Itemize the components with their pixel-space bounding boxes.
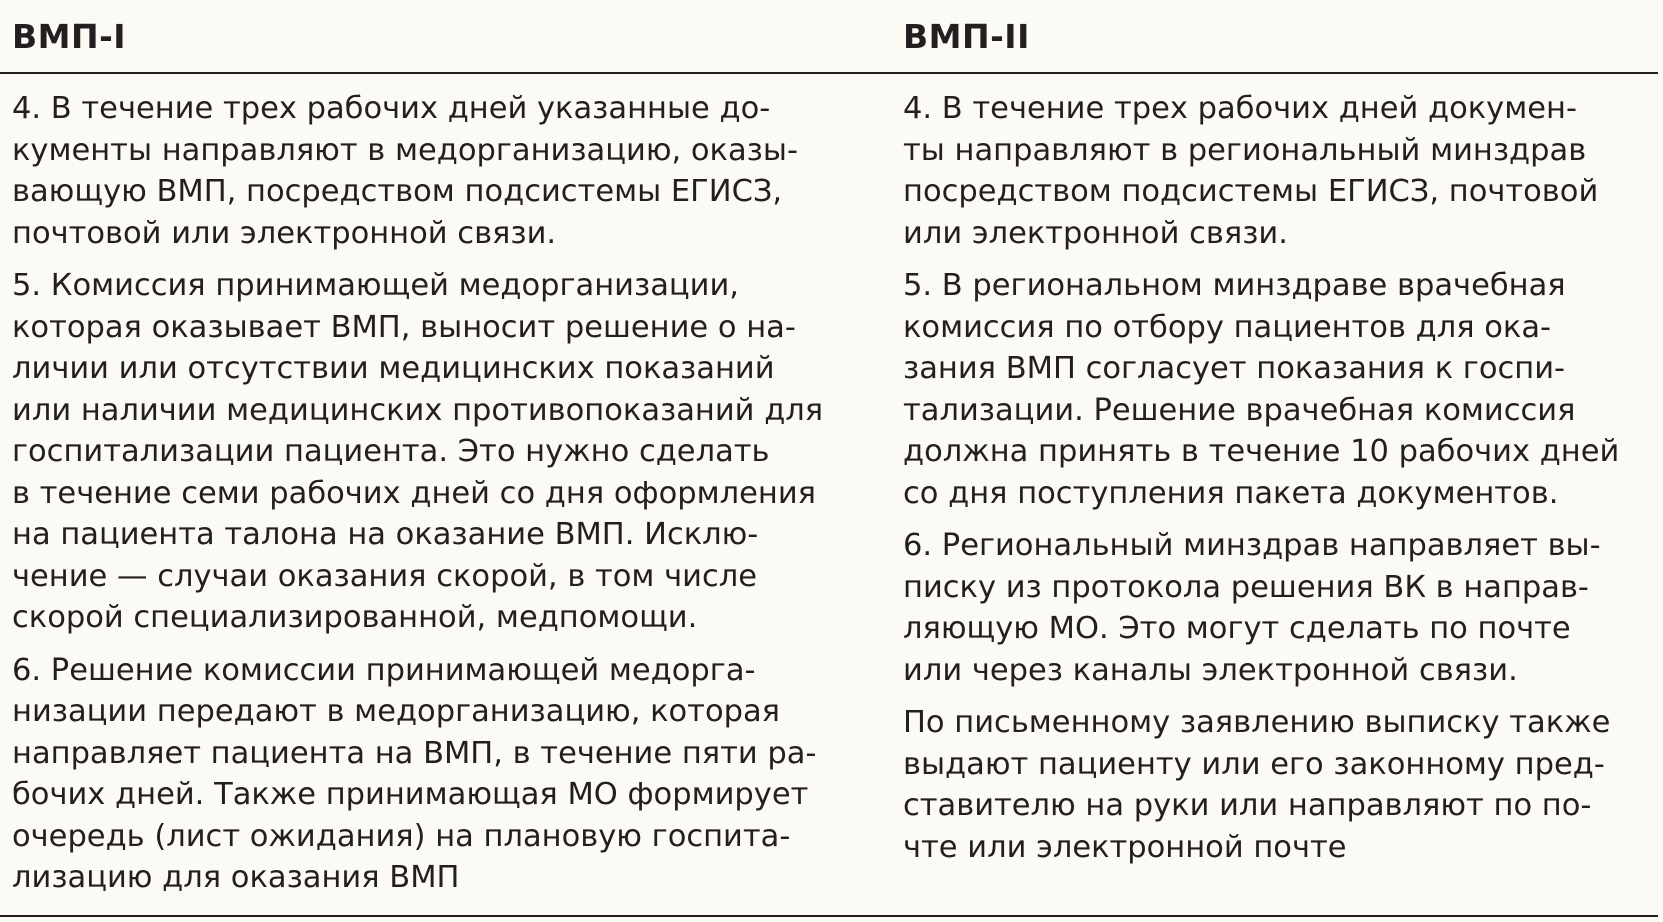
step-item: 4. В течение трех рабочих дней указанные до- кументы направляют в медорганизацию, оказы- вающую ВМП, посредством подсистемы ЕГИСЗ, почтовой или электронной связи.: [12, 91, 798, 251]
step-item: 4. В течение трех рабочих дней докумен- ты направляют в региональный минздрав посредством подсистемы ЕГИСЗ, почтовой или электронной связи.: [903, 91, 1599, 251]
column-header: ВМП-I: [12, 16, 127, 56]
step-item: 6. Региональный минздрав направляет вы- писку из протокола решения ВК в направ- ляющую МО. Это могут сделать по почте или через каналы электронной связи.: [903, 528, 1601, 688]
step-item: 5. В региональном минздраве врачебная комиссия по отбору пациентов для ока- зания ВМП согласует показания к госпи- тализации. Решение врачебная комиссия должна принять в течение 10 рабочих дней со дня поступления пакета документов.: [903, 268, 1620, 511]
step-item: 5. Комиссия принимающей медорганизации, которая оказывает ВМП, выносит решение о на- личии или отсутствии медицинских показаний или наличии медицинских противопоказаний для госпитализации пациента. Это нужно сделать в течение семи рабочих дней со дня оформления на пациента талона на оказание ВМП. Исклю- чение — случаи оказания скорой, в том числе скорой специализированной, медпомощи.: [12, 268, 824, 635]
column-header: ВМП-II: [903, 16, 1030, 56]
column-items: [903, 72, 1658, 868]
column-vmp-2: [903, 0, 1658, 879]
step-item: 6. Решение комиссии принимающей медорга- низации передают в медорганизацию, которая направляет пациента на ВМП, в течение пяти ра- бочих дней. Также принимающая МО формирует очередь (лист ожидания) на плановую госпита- лизацию для оказания ВМП: [12, 652, 817, 895]
note-item: По письменному заявлению выписку также выдают пациенту или его законному пред- ставителю на руки или направляют по по- чте или электронной почте: [903, 705, 1611, 865]
column-items: [12, 72, 882, 899]
bottom-divider: [0, 915, 1658, 917]
column-vmp-1: [12, 0, 882, 910]
